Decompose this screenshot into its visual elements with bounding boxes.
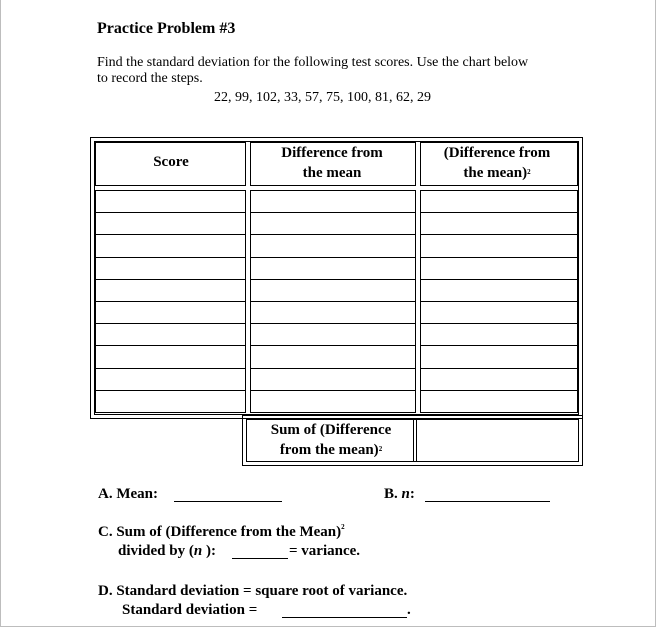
table-cell[interactable] <box>420 234 578 257</box>
table-cell[interactable] <box>95 390 246 413</box>
table-cell[interactable] <box>250 368 416 391</box>
question-c-divided: divided by ( <box>118 543 194 559</box>
question-d-line1: D. Standard deviation = square root of variance. <box>98 583 408 599</box>
sum-label-line1: Sum of (Difference <box>270 422 392 438</box>
table-cell[interactable] <box>420 190 578 213</box>
table-cell[interactable] <box>250 190 416 213</box>
table-cell[interactable] <box>420 257 578 280</box>
table-cell[interactable] <box>250 279 416 302</box>
std-dev-answer-blank[interactable] <box>282 602 407 618</box>
question-b-var: n <box>401 486 410 502</box>
question-c-text: C. Sum of (Difference from the Mean) <box>98 524 342 540</box>
table-cell[interactable] <box>420 390 578 413</box>
table-cell[interactable] <box>95 323 246 346</box>
col-header-difference <box>249 143 415 183</box>
table-cell[interactable] <box>95 257 246 280</box>
question-c-close: ): <box>202 543 216 559</box>
table-cell[interactable] <box>250 257 416 280</box>
col-header-squared-sup: 2 <box>527 168 531 176</box>
question-c-line1 <box>98 524 345 541</box>
col-header-score-text: Score <box>153 154 189 170</box>
variance-answer-blank[interactable] <box>232 543 288 559</box>
col-header-score <box>97 152 245 172</box>
col-header-difference-squared <box>419 143 575 183</box>
question-c-sup: 2 <box>341 523 345 531</box>
question-a-label: A. Mean: <box>98 486 158 502</box>
table-cell[interactable] <box>420 368 578 391</box>
question-b-letter: B. <box>384 486 398 502</box>
col-header-squared-text: the mean) <box>463 165 528 181</box>
question-c-equals: = variance. <box>289 543 361 559</box>
question-d-line2: Standard deviation = <box>122 602 258 618</box>
sum-label-sup: 2 <box>378 445 383 453</box>
table-cell[interactable] <box>250 390 416 413</box>
table-cell[interactable] <box>250 345 416 368</box>
table-cell[interactable] <box>250 323 416 346</box>
question-d-period: . <box>407 602 411 618</box>
table-cell[interactable] <box>95 345 246 368</box>
table-cell[interactable] <box>420 323 578 346</box>
test-scores: 22, 99, 102, 33, 57, 75, 100, 81, 62, 29 <box>214 90 431 105</box>
table-cell[interactable] <box>95 301 246 324</box>
question-b-colon: : <box>409 486 415 502</box>
question-b-label <box>384 486 415 503</box>
table-cell[interactable] <box>95 368 246 391</box>
table-cell[interactable] <box>420 279 578 302</box>
col-header-difference-line2: the mean <box>302 165 362 181</box>
table-cell[interactable] <box>95 212 246 235</box>
mean-answer-blank[interactable] <box>174 486 282 502</box>
table-cell[interactable] <box>420 345 578 368</box>
sum-label-line2 <box>248 440 414 460</box>
col-header-difference-line1: Difference from <box>281 145 383 161</box>
table-cell[interactable] <box>420 301 578 324</box>
page-title: Practice Problem #3 <box>97 20 236 37</box>
sum-label-text: from the mean) <box>279 442 379 458</box>
table-cell[interactable] <box>420 212 578 235</box>
table-cell[interactable] <box>95 279 246 302</box>
question-c-line2 <box>118 543 216 560</box>
table-cell[interactable] <box>95 234 246 257</box>
table-cell[interactable] <box>250 212 416 235</box>
n-answer-blank[interactable] <box>425 486 550 502</box>
table-cell[interactable] <box>250 301 416 324</box>
question-c-var: n <box>193 543 203 559</box>
instructions: Find the standard deviation for the following test scores. Use the chart below to record the steps. <box>97 55 529 86</box>
table-cell[interactable] <box>95 190 246 213</box>
table-cell[interactable] <box>250 234 416 257</box>
sum-label <box>248 420 414 460</box>
col-header-squared-line2 <box>419 163 575 183</box>
col-header-squared-line1: (Difference from <box>443 145 551 161</box>
